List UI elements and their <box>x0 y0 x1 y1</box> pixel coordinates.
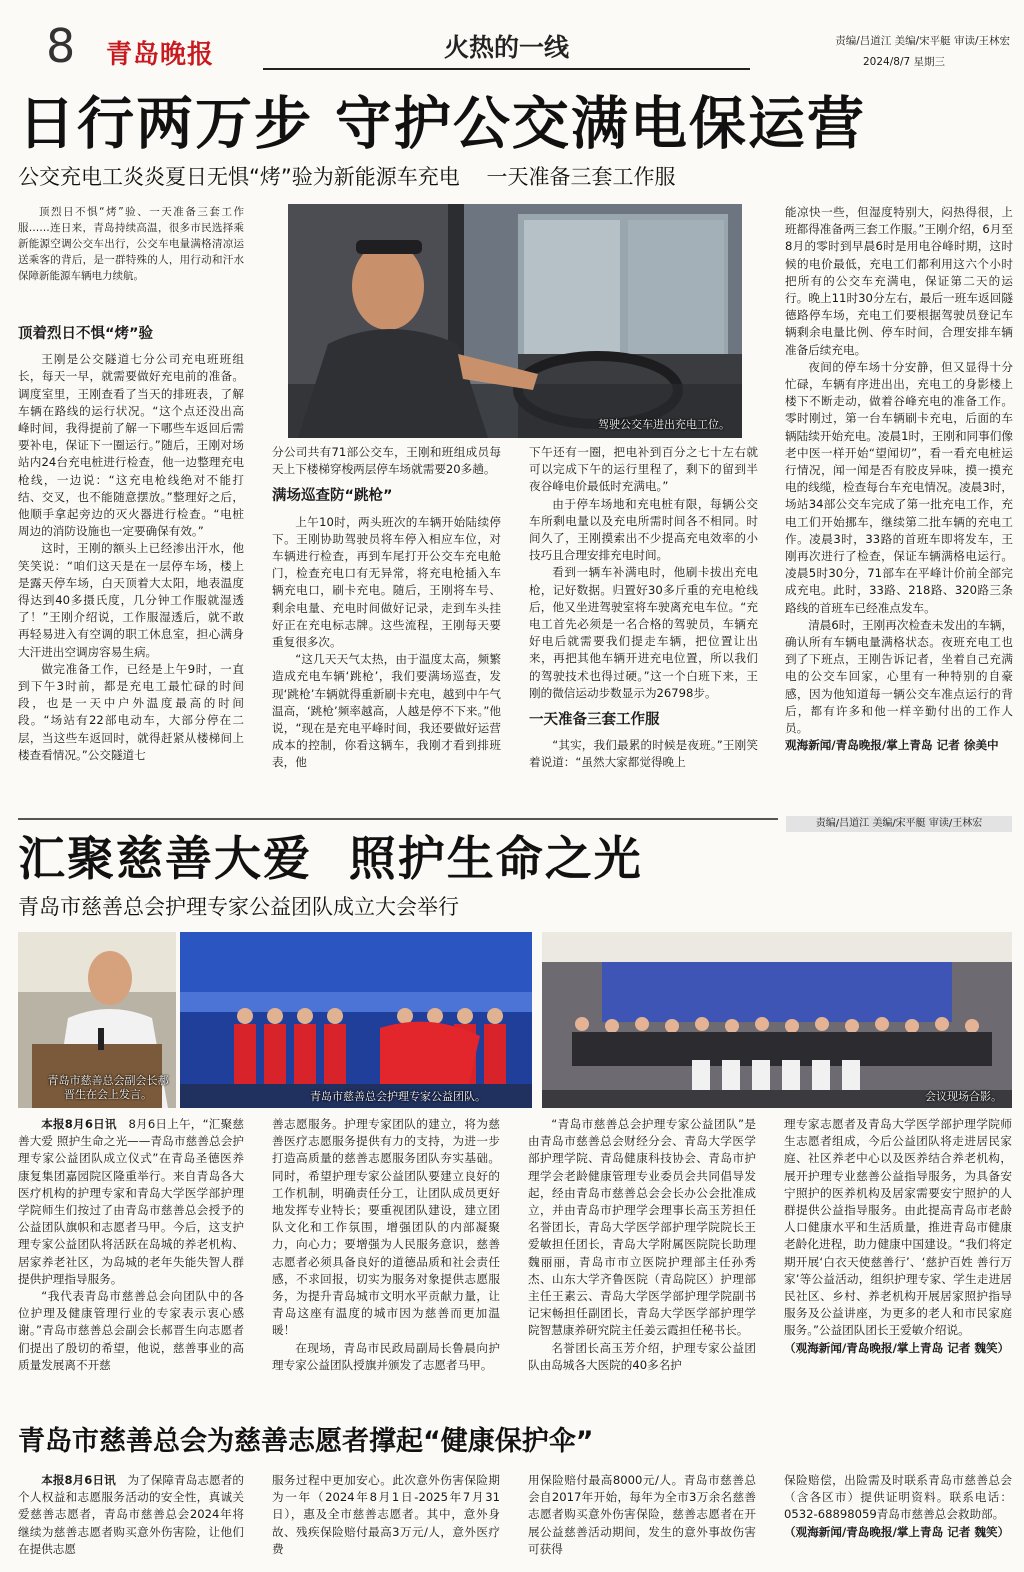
story1-col3-para-top-3: 看到一辆车补满电时，他刷卡拔出充电枪，记好数据。归置好30多斤重的充电枪线后，他又坐进驾驶室将车驶离充电车位。“充电工首先必须是一名合格的驾驶员，车辆充好电后就需要我们提走车辆，把位置让出来，再把其他车辆开进充电位置，所以我们的驾驶技术也得过硬。”这一个白班下来，王刚的微信运动步数显示为26798步。 <box>529 565 758 700</box>
story1-col4-para-2: 夜间的停车场十分安静，但又显得十分忙碌，车辆有序进出出，充电工的身影楼上楼下不断走动，做着谷峰充电的准备工作。零时刚过，第一台车辆刷卡充电，后面的车辆陆续开始充电。凌晨1时，王刚和同事们像老中医一样开始“望闻切”，看一看充电桩运行情况，闻一闻是否有胶皮异味，摸一摸充电的线缆，检查每台车充电情况。凌晨3时，场站34部公交车完成了第一批充电工作，充电工们开始挪车，继续第二批车辆的充电工作。凌晨3时，33路的首班车即将发车，王刚再次进行了检查，保证车辆满格电运行。凌晨5时30分，71部车在平峰计价前全部完成充电。此时，33路、218路、320路三条路线的首班车已经准点发车。 <box>785 359 1013 615</box>
story2-subheadline: 青岛市慈善总会护理专家公益团队成立大会举行 <box>18 895 459 919</box>
story1-col1-para-1: 王刚是公交隧道七分公司充电班班组长，每天一早，就需要做好充电前的准备。调度室里，王刚查看了当天的排班表，了解车辆在路线的运行状况。“这个点还没出高峰时间，我得提前了解一下哪些车返回后需要补电，保证下一圈运行。”随后，王刚对场站内24台充电桩进行检查，他一边整理充电枪线，一边说：“这充电枪线绝对不能打结、交叉，也不能随意摆放。”整理好之后，他顺手拿起旁边的灭火器进行检查。“电桩周边的消防设施也一定要确保有效。” <box>18 352 244 539</box>
story-divider-1 <box>18 818 778 820</box>
page-number: 8 <box>46 19 76 73</box>
story2-col1-para-2: “我代表青岛市慈善总会向团队中的各位护理及健康管理行业的专家表示衷心感谢。”青岛市慈善总会副会长郝晋生向志愿者们提出了殷切的希望，他说，慈善事业的高质量发展离不开慈 <box>18 1289 244 1372</box>
story2-column-1 <box>18 1116 244 1416</box>
bus-driver-photo <box>288 204 742 438</box>
team-flag-photo <box>180 932 532 1108</box>
group-illustration <box>542 932 1012 1108</box>
story2-col3-para-2: 名誉团长高玉芳介绍，护理专家公益团队由岛城各大医院的40多名护 <box>528 1340 756 1372</box>
story1-col4-para-3: 清晨6时，王刚再次检查未发出的车辆，确认所有车辆电量满格状态。夜班充电工也到了下班点，王刚告诉记者，坐着自己充满电的公交车回家，心里有一种特别的自豪感，因为他知道每一辆公交车准点运行的背后，都有许多和他一样辛勤付出的工作人员。 <box>785 617 1013 736</box>
section-underline <box>263 68 750 70</box>
story1-col2-para-2: “这几天天气太热，由于温度太高，频繁造成充电车辆‘跳枪’，我们要满场巡查，发现‘跳枪’车辆就得重新刷卡充电，越到中午气温高，‘跳枪’频率越高，人越是停不下来。”他说，“现在是充电平峰时间，我还要做好运营成本的控制，你看这辆车，我刚才看到排班表，他 <box>272 652 501 770</box>
story1-col1-para-3: 做完准备工作，已经是上午9时，一直到下午3时前，都是充电工最忙碌的时间段，也是一天中户外温度最高的时间段。“场站有22部电动车，大部分停在二层，当这些车返回时，就得赶紧从楼梯间上楼查看情况。”公交隧道七 <box>18 661 244 762</box>
story1-subhead-1: 顶着烈日不惧“烤”验 <box>18 326 154 342</box>
story2-column-3 <box>528 1116 756 1416</box>
story3-byline: （观海新闻/青岛晚报/掌上青岛 记者 魏笑） <box>784 1524 1010 1539</box>
story1-column-1 <box>18 316 244 808</box>
story2-byline: （观海新闻/青岛晚报/掌上青岛 记者 魏笑） <box>784 1340 1010 1355</box>
story2-dateline: 本报8月6日讯 <box>41 1117 117 1131</box>
story1-col3-para-top-1: 下午还有一圈，把电补到百分之七十左右就可以完成下午的运行里程了，剩下的留到半夜谷峰电价最低时充满电。” <box>529 445 758 494</box>
story3-column-1 <box>18 1472 244 1568</box>
team-flag-illustration <box>180 932 532 1108</box>
story3-col4-text: 保险赔偿，出险需及时联系青岛市慈善总会（含各区市）提供证明资料。联系电话：0532-68898059青岛市慈善总会救助部。 <box>784 1473 1012 1522</box>
story3-column-2 <box>272 1472 500 1568</box>
bus-driver-illustration <box>288 204 742 438</box>
story1-headline: 日行两万步 守护公交满电保运营 <box>18 91 866 157</box>
story2-editors: 责编/吕道江 美编/宋平艇 审读/王林宏 <box>786 816 1012 832</box>
page-editors: 责编/吕道江 美编/宋平艇 审读/王林宏 <box>835 35 1010 47</box>
story2-column-2 <box>272 1116 500 1416</box>
speaker-photo <box>18 932 176 1108</box>
story1-col2-para-1: 上午10时，两头班次的车辆开始陆续停下。王刚协助驾驶员将车停入相应车位，对车辆进行检查，再到车尾打开公交车充电舱门，检查充电口有无异常，将充电枪插入车辆充电口，刷卡充电。随后，王刚将车号、剩余电量、充电时间做好记录，走到车头挂好正在充电标志牌。这些流程，王刚每天要重复很多次。 <box>272 514 501 650</box>
story1-column-4 <box>785 204 1013 808</box>
story1-subhead-3: 一天准备三套工作服 <box>529 712 660 729</box>
story1-col1-para-2: 这时，王刚的额头上已经渗出汗水，他笑笑说：“咱们这天是在一层停车场，楼上是露天停车场，白天顶着大太阳，地表温度得达到40多摄氏度，几分钟工作服就湿透了！”王刚介绍说，工作服湿透后，就不敢再轻易进入有空调的职工休息室，担心满身大汗进出空调房容易生病。 <box>18 541 244 659</box>
story3-col3-text: 用保险赔付最高8000元/人。青岛市慈善总会自2017年开始，每年为全市3万余名慈善志愿者购买意外伤害保险，慈善志愿者在开展公益慈善活动期间，发生的意外事故伤害可获得 <box>528 1473 756 1556</box>
story1-subheadline: 公交充电工炎炎夏日无惧“烤”验为新能源车充电 一天准备三套工作服 <box>18 165 676 189</box>
story1-col3-para-bottom: “其实，我们最累的时候是夜班。”王刚笑着说道：“虽然大家都觉得晚上 <box>529 738 758 770</box>
group-photo <box>542 932 1012 1108</box>
section-title: 火热的一线 <box>443 33 569 62</box>
story2-column-4 <box>784 1116 1012 1416</box>
story1-subhead-2: 满场巡查防“跳枪” <box>272 488 393 505</box>
story2-col2-para-2: 在现场，青岛市民政局副局长鲁晨向护理专家公益团队授旗并颁发了志愿者马甲。 <box>272 1340 500 1372</box>
team-flag-photo-caption: 青岛市慈善总会护理专家公益团队。 <box>310 1090 486 1103</box>
story2-col1-para-1-text: 8月6日上午，“汇聚慈善大爱 照护生命之光——青岛市慈善总会护理专家公益团队成立仪式”在青岛圣德医养康复集团嘉园院区隆重举行。来自青岛各大医疗机构的护理专家和青岛大学医学部护理学院师生们按过了由青岛市慈善总会授予的公益团队旗帜和志愿者马甲。今后，这支护理专家公益团队将活跃在岛城的养老机构、居家养老社区，为岛城的老年失能失智人群提供护理指导服务。 <box>18 1117 244 1286</box>
story3-column-4 <box>784 1472 1012 1568</box>
story2-col1-para-1 <box>18 1116 244 1288</box>
story2-col2-para-1: 善志愿服务。护理专家团队的建立，将为慈善医疗志愿服务提供有力的支持，为进一步打造高质量的慈善志愿服务团队夯实基础。同时，希望护理专家公益团队要建立良好的工作机制，明确责任分工，让团队成员更好地发挥专业特长；要重视团队建设，建立团队文化和工作氛围，增强团队的内部凝聚力，向心力；要增强为人民服务意识，慈善志愿者必须具备良好的道德品质和社会责任感，不求回报，切实为服务对象提供志愿服务，为提升青岛城市文明水平贡献力量，让青岛这座有温度的城市因为慈善而更加温暖！ <box>272 1117 500 1338</box>
story3-headline: 青岛市慈善总会为慈善志愿者撑起“健康保护伞” <box>18 1426 594 1457</box>
story2-col3-para-1: “青岛市慈善总会护理专家公益团队”是由青岛市慈善总会财经分会、青岛大学医学部护理学院、青岛健康科技协会、青岛市护理学会老龄健康管理专业委员会共同倡导发起，经由青岛市慈善总会会长办公会批准成立，并由青岛市护理学会理事长高玉芳担任名誉团长，青岛大学医学部护理学院院长王爱敏担任团长，青岛大学附属医院院长助理魏丽丽，青岛市市立医院护理部主任孙秀杰、山东大学齐鲁医院（青岛院区）护理部主任王素云、青岛大学医学部护理学院副书记宋畅担任副团长，青岛大学医学部护理学院智慧康养研究院主任姜云霞担任秘书长。 <box>528 1117 756 1338</box>
story1-byline: 观海新闻/青岛晚报/掌上青岛 记者 徐美中 <box>785 738 999 753</box>
story1-column-3 <box>529 444 758 808</box>
story3-dateline: 本报8月6日讯 <box>41 1473 116 1487</box>
story2-headline: 汇聚慈善大爱 照护生命之光 <box>18 832 643 887</box>
paper-name-logo: 青岛晚报 <box>106 40 215 70</box>
story3-column-3 <box>528 1472 756 1568</box>
story1-col3-para-top-2: 由于停车场地和充电桩有限，每辆公交车所剩电量以及充电所需时间各不相同。时间久了，王刚摸索出不少提高充电效率的小技巧且合理安排充电时间。 <box>529 496 758 563</box>
story3-col1-text: 为了保障青岛志愿者的个人权益和志愿服务活动的安全性，真诚关爱慈善志愿者，青岛市慈善总会2024年将继续为慈善志愿者购买意外伤害险，让他们在提供志愿 <box>18 1473 244 1556</box>
story1-column-2 <box>272 444 501 808</box>
page-date: 2024/8/7 星期三 <box>863 56 945 68</box>
bus-driver-photo-caption: 驾驶公交车进出充电工位。 <box>598 418 730 431</box>
speaker-photo-caption: 青岛市慈善总会副会长郝晋生在会上发言。 <box>47 1074 169 1101</box>
story3-col2-text: 服务过程中更加安心。此次意外伤害保险期为一年（2024年8月1日-2025年7月31日），惠及全市慈善志愿者。其中，意外身故、残疾保险赔付最高3万元/人，意外医疗费 <box>272 1473 500 1556</box>
story1-col4-para-1: 能凉快一些，但湿度特别大，闷热得很，上班都得准备两三套工作服。”王刚介绍，6月至8月的零时到早晨6时是用电谷峰时期，这时候的电价最低，充电工们都利用这六个小时把所有的公交车充满电，保证第二天的运行。晚上11时30分左右，最后一班车返回隧德路停车场，充电工们要根据驾驶员登记车辆剩余电量比例、停车时间，合理安排车辆准备后续充电。 <box>785 205 1013 357</box>
group-photo-caption: 会议现场合影。 <box>925 1090 1002 1103</box>
story2-col4-para-1: 理专家志愿者及青岛大学医学部护理学院师生志愿者组成，今后公益团队将走进居民家庭、社区养老中心以及医养结合养老机构，展开护理专业慈善公益指导服务，为具备安宁照护的医养机构及居家需要安宁照护的人群提供公益指导服务。由此提高青岛市老龄人口健康水平和生活质量，推进青岛市健康老龄化进程，助力健康中国建设。“我们将定期开展‘白衣天使慈善行’、‘慈护百姓 善行万家’等公益活动，组织护理专家、学生走进居民社区、乡村、养老机构开展居家照护指导服务及公益讲座，为更多的老人和市民家庭服务。”公益团队团长王爱敏介绍说。 <box>784 1117 1012 1338</box>
story1-col2-para-top: 分公司共有71部公交车，王刚和班组成员每天上下楼梯穿梭两层停车场就需要20多趟。 <box>272 445 501 477</box>
story1-lead: 顶烈日不惧“烤”验、一天准备三套工作服……连日来，青岛持续高温，很多市民选择乘新能源空调公交车出行，公交车电量满格清凉运送乘客的背后，是一群特殊的人，用行动和汗水保障新能源车辆电力续航。 <box>18 206 244 282</box>
